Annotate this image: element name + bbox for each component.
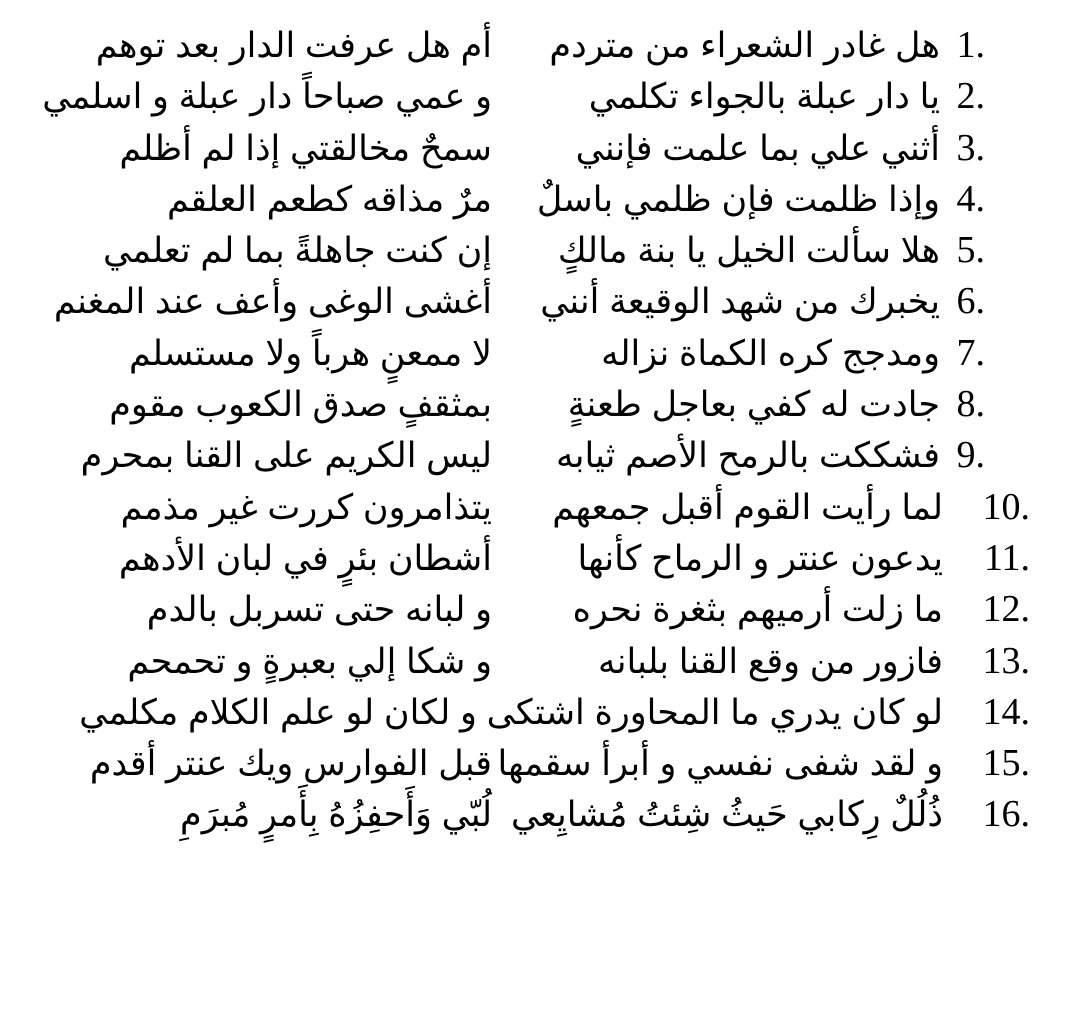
first-hemistich: ومدجج كره الكماة نزاله [601,333,940,373]
verse-number: 13. [982,639,1030,682]
verse-1 [0,20,1080,71]
second-hemistich: ليس الكريم على القنا بمحرم [80,436,492,476]
verse-number: 14. [982,690,1030,733]
verse-12 [0,584,1080,635]
second-hemistich: أغشى الوغى وأعف عند المغنم [53,282,492,322]
first-hemistich: لو كان يدري ما المحاورة اشتكى [486,692,943,732]
second-hemistich: بمثقفٍ صدق الكعوب مقوم [109,385,492,425]
verse-10 [0,482,1080,533]
verse-3 [0,123,1080,174]
first-hemistich: يخبرك من شهد الوقيعة أنني [540,282,940,322]
first-hemistich: أثني علي بما علمت فإنني [575,128,940,168]
verse-number: 1. [956,24,985,66]
verse-number: 8. [956,383,985,426]
first-hemistich: فشككت بالرمح الأصم ثيابه [555,436,940,476]
second-hemistich: و عمي صباحاً دار عبلة و اسلمي [42,77,492,117]
verse-number: 4. [956,177,985,220]
verse-number: 15. [982,742,1030,785]
first-hemistich: ما زلت أرميهم بثغرة نحره [572,590,943,630]
first-hemistich: و لقد شفى نفسي و أبرأ سقمها [497,744,943,784]
second-hemistich: إن كنت جاهلةً بما لم تعلمي [103,231,492,271]
second-hemistich: سمحٌ مخالقتي إذا لم أظلم [119,128,492,168]
second-hemistich: و لكان لو علم الكلام مكلمي [79,692,477,732]
verse-number: 12. [982,588,1030,631]
verse-13 [0,636,1080,687]
second-hemistich: و شكا إلي بعبرةٍ و تحمحم [127,641,492,681]
verse-number: 10. [982,485,1030,528]
verse-6 [0,276,1080,327]
second-hemistich: لا ممعنٍ هرباً ولا مستسلم [128,333,492,373]
second-hemistich: لُبّي وَأَحفِزُهُ بِأَمرٍ مُبرَمِ [180,795,492,835]
first-hemistich: يدعون عنتر و الرماح كأنها [577,538,943,578]
first-hemistich: جادت له كفي بعاجل طعنةٍ [567,385,940,425]
verse-number: 9. [956,434,985,477]
first-hemistich: هلا سألت الخيل يا بنة مالكٍ [557,231,940,271]
first-hemistich: يا دار عبلة بالجواء تكلمي [588,77,940,117]
first-hemistich: ذُلُلٌ رِكابي حَيثُ شِئتُ مُشايِعي [510,795,943,835]
verse-16 [0,789,1080,840]
verse-11 [0,533,1080,584]
verse-text [79,687,943,738]
verse-number: 5. [956,229,985,272]
verse-number: 7. [956,331,985,374]
first-hemistich: وإذا ظلمت فإن ظلمي باسلٌ [536,179,940,219]
second-hemistich: أم هل عرفت الدار بعد توهم [95,26,492,65]
first-hemistich: هل غادر الشعراء من متردم [549,26,940,65]
second-hemistich: يتذامرون كررت غير مذمم [120,487,492,527]
verse-8 [0,379,1080,430]
verse-7 [0,328,1080,379]
verse-15 [0,738,1080,789]
second-hemistich: و لبانه حتى تسربل بالدم [146,590,492,630]
verse-number: 2. [956,75,985,118]
verse-9 [0,430,1080,481]
poem-verses [0,20,1080,841]
verse-5 [0,225,1080,276]
second-hemistich: أشطان بئرٍ في لبان الأدهم [118,538,492,578]
verse-number: 11. [983,536,1030,579]
second-hemistich: مرٌ مذاقه كطعم العلقم [167,179,492,219]
first-hemistich: فازور من وقع القنا بلبانه [597,641,943,681]
verse-14 [0,687,1080,738]
verse-number: 16. [982,793,1030,836]
verse-number: 6. [956,280,985,323]
verse-4 [0,174,1080,225]
verse-number: 3. [956,126,985,169]
verse-2 [0,71,1080,122]
first-hemistich: لما رأيت القوم أقبل جمعهم [552,487,943,527]
second-hemistich: قبل الفوارس ويك عنتر أقدم [89,744,492,784]
